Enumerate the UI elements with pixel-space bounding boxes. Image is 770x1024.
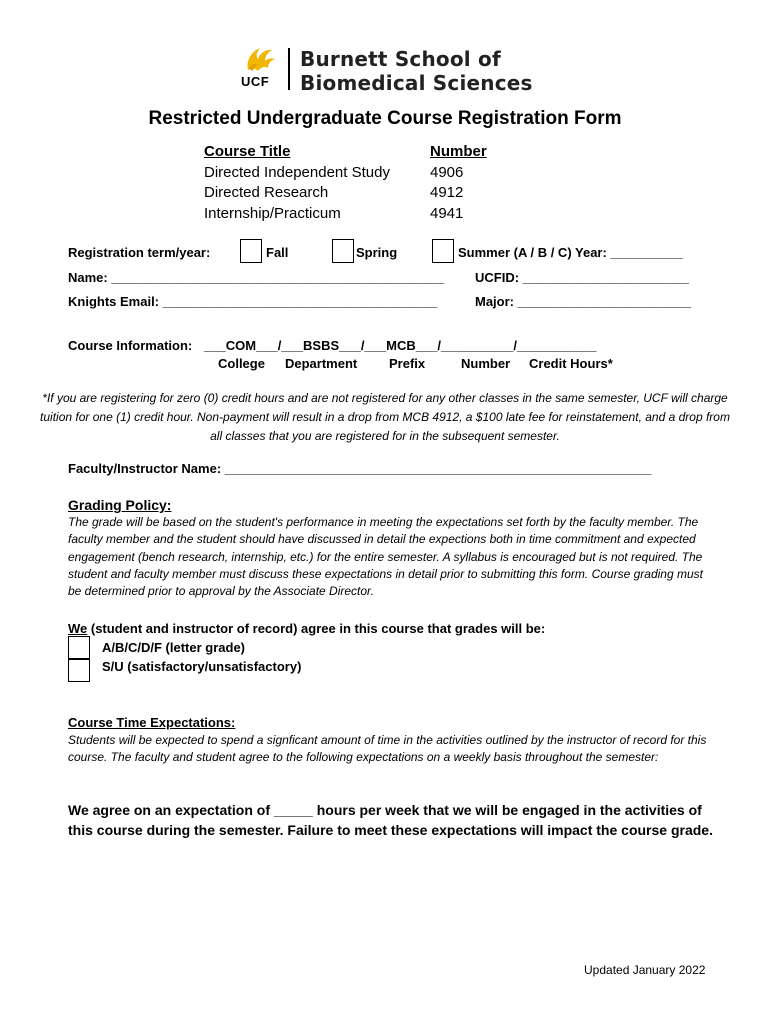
logo-line-2: Biomedical Sciences (300, 71, 533, 95)
course-info-label: Course Information: (68, 338, 193, 353)
page-title: Restricted Undergraduate Course Registration Form (148, 108, 622, 129)
grade-agreement-text (68, 621, 545, 636)
course-number-cell: 4906 (430, 164, 464, 181)
updated-date: Updated January 2022 (584, 963, 706, 977)
summer-label: Summer (A / B / C) Year: __________ (458, 245, 683, 260)
credit-hour-footnote: *If you are registering for zero (0) credit hours and are not registered for any other classes in the same semester, UCF will charge tuition for one (1) credit hour. Non-payment will result in a drop from MCB 4912, a $100 late fee for reinstatement, and a drop from all classes that you are registered for in the subsequent semester. (40, 391, 730, 443)
fall-label: Fall (266, 245, 289, 260)
we-text: We (68, 621, 88, 636)
letter-grade-label: A/B/C/D/F (letter grade) (102, 640, 246, 655)
letter-grade-checkbox[interactable] (68, 636, 90, 659)
ucf-text: UCF (241, 74, 270, 89)
spring-checkbox[interactable] (332, 239, 354, 263)
su-grade-label: S/U (satisfactory/unsatisfactory) (102, 659, 302, 674)
agreement-rest-text: (student and instructor of record) agree in this course that grades will be: (87, 621, 546, 636)
course-title-header: Course Title (204, 143, 291, 160)
course-number-cell: 4912 (430, 184, 464, 201)
hours-agreement-text: We agree on an expectation of _____ hours per week that we will be engaged in the activities of this course during the semester. Failure to meet these expectations will impact the course grade. (68, 802, 713, 838)
course-number-header: Number (430, 143, 487, 160)
major-field[interactable]: Major: ________________________ (475, 294, 692, 309)
faculty-name-field[interactable]: Faculty/Instructor Name: ___________________________________________________________ (68, 461, 652, 476)
time-expectations-text: Students will be expected to spend a signficant amount of time in the activities outlined by the instructor of record for this course. The faculty and student agree to the following expectations on a weekly basis throughout the semester: (68, 733, 707, 765)
name-field[interactable]: Name: ______________________________________________ (68, 270, 444, 285)
time-expectations-heading: Course Time Expectations: (68, 715, 236, 730)
registration-term-label: Registration term/year: (68, 245, 211, 260)
course-title-cell: Internship/Practicum (204, 205, 341, 222)
summer-checkbox[interactable] (432, 239, 454, 263)
email-field[interactable]: Knights Email: ______________________________________ (68, 294, 438, 309)
college-label: College (218, 356, 265, 371)
course-title-cell: Directed Independent Study (204, 164, 390, 181)
course-number-cell: 4941 (430, 205, 464, 222)
credit-hours-label: Credit Hours* (529, 356, 613, 371)
grading-policy-text: The grade will be based on the student's performance in meeting the expectations set forth by the faculty member. The faculty member and the student should have discussed in detail the expections both in time commitment and expected engagement (bench research, internship, etc.) for the entire semester. A syllabus is encouraged but is not required. The student and faculty member must discuss these expectations in detail prior to submitting this form. Course grading must be determined prior to approval by the Associate Director. (68, 515, 703, 599)
grading-policy-heading: Grading Policy: (68, 497, 172, 513)
department-label: Department (285, 356, 358, 371)
logo-divider (288, 48, 290, 90)
course-info-line[interactable]: ___COM___/___BSBS___/___MCB___/__________/___________ (204, 338, 597, 353)
course-title-cell: Directed Research (204, 184, 329, 201)
logo-line-1: Burnett School of (300, 47, 501, 71)
prefix-label: Prefix (389, 356, 426, 371)
spring-label: Spring (356, 245, 398, 260)
fall-checkbox[interactable] (240, 239, 262, 263)
su-grade-checkbox[interactable] (68, 659, 90, 682)
ucfid-field[interactable]: UCFID: _______________________ (475, 270, 689, 285)
number-label: Number (461, 356, 511, 371)
